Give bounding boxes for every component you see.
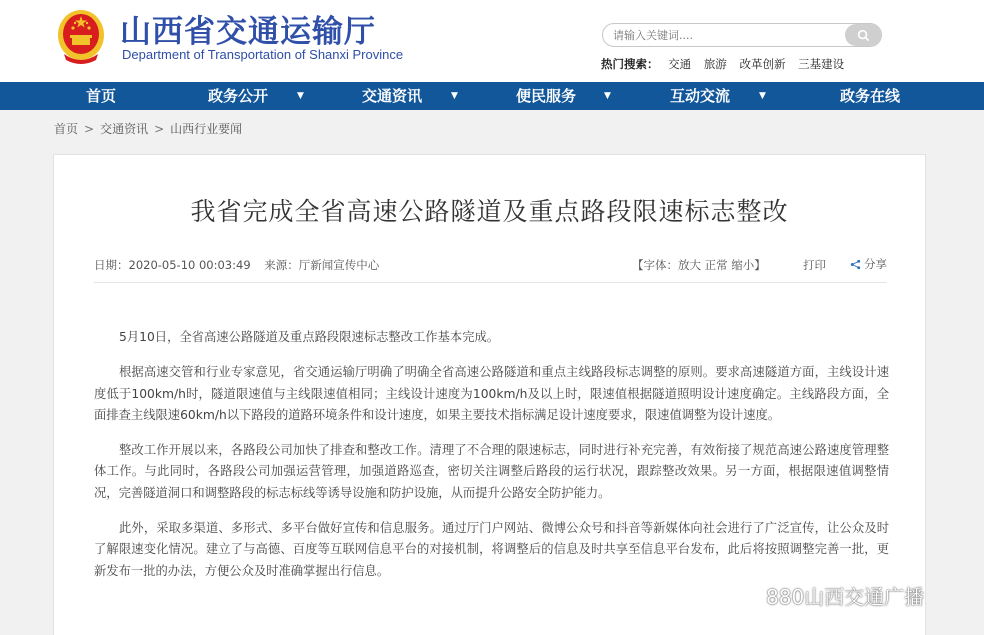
font-size-control[interactable]: 【字体：放大 正常 缩小】 (632, 258, 766, 272)
share-button[interactable] (850, 256, 887, 272)
nav-item-services[interactable]: 便民服务 (516, 87, 577, 105)
breadcrumb (54, 120, 242, 137)
nav-item-home[interactable]: 首页 (86, 87, 117, 105)
wechat-icon (730, 585, 760, 607)
hot-link-reform[interactable]: 改革创新 (739, 57, 786, 71)
breadcrumb-separator: > (154, 122, 165, 136)
article-body (94, 327, 889, 596)
main-nav (0, 82, 984, 110)
site-subtitle: Department of Transportation of Shanxi Province (122, 47, 404, 62)
site-title: 山西省交通运输厅 (120, 14, 376, 50)
wechat-watermark (730, 581, 924, 610)
search-input[interactable] (613, 27, 833, 43)
nav-item-gov-affairs[interactable]: 政务公开 (208, 87, 269, 105)
breadcrumb-home[interactable]: 首页 (54, 122, 79, 136)
share-label: 分享 (864, 257, 887, 271)
print-button[interactable]: 打印 (803, 258, 826, 272)
article-title: 我省完成全省高速公路隧道及重点路段限速标志整改 (190, 197, 789, 226)
article-paragraph: 根据高速交管和行业专家意见，省交通运输厅明确了明确全省高速公路隧道和重点主线路段标志调整的原则。要求高速隧道方面，主线设计速度低于100km/h时，隧道限速值与主线限速值相同；主线设计速度为100km/h及以上时，限速值根据隧道照明设计速度确定。主线路段方面，全面排查主线限速60km/h以下路段的道路环境条件和设计速度，如果主要技术指标满足设计速度要求，限速值调整为设计速度。 (94, 365, 889, 422)
article-source: 来源：厅新闻宣传中心 (264, 258, 380, 272)
nav-item-traffic-news[interactable]: 交通资讯 (362, 87, 423, 105)
watermark-text: 880山西交通广播 (766, 585, 925, 609)
breadcrumb-separator: > (84, 122, 95, 136)
search-icon (857, 29, 870, 42)
share-icon (850, 259, 861, 270)
chevron-down-icon[interactable]: ▼ (451, 91, 458, 101)
meta-divider (94, 282, 887, 283)
search-button[interactable] (845, 24, 881, 46)
nav-item-interaction[interactable]: 互动交流 (670, 87, 731, 105)
nav-item-online-gov[interactable]: 政务在线 (840, 87, 901, 105)
hot-link-tourism[interactable]: 旅游 (703, 57, 727, 71)
article-paragraph: 5月10日，全省高速公路隧道及重点路段限速标志整改工作基本完成。 (119, 330, 500, 344)
chevron-down-icon[interactable]: ▼ (297, 91, 304, 101)
chevron-down-icon[interactable]: ▼ (759, 91, 766, 101)
hot-search (601, 56, 853, 72)
hot-search-label: 热门搜索： (601, 57, 659, 71)
search-box (602, 23, 882, 47)
national-emblem-icon (56, 8, 106, 66)
hot-link-traffic[interactable]: 交通 (668, 57, 692, 71)
breadcrumb-shanxi-news[interactable]: 山西行业要闻 (170, 122, 243, 136)
hot-link-sanji[interactable]: 三基建设 (798, 57, 845, 71)
article-paragraph: 此外，采取多渠道、多形式、多平台做好宣传和信息服务。通过厅门户网站、微博公众号和抖音等新媒体向社会进行了广泛宣传，让公众及时了解限速变化情况。建立了与高德、百度等互联网信息平台的对接机制，将调整后的信息及时共享至信息平台发布，此后将按照调整完善一批，更新发布一批的办法，方便公众及时准确掌握出行信息。 (94, 521, 889, 578)
article-meta (94, 257, 389, 273)
article-date: 日期：2020-05-10 00:03:49 (94, 258, 251, 272)
site-header (0, 0, 984, 82)
article-paragraph: 整改工作开展以来，各路段公司加快了排查和整改工作。清理了不合理的限速标志，同时进行补充完善，有效衔接了规范高速公路速度管理整体工作。与此同时，各路段公司加强运营管理，加强道路巡查，密切关注调整后路段的运行状况，跟踪整改效果。另一方面，根据限速值调整情况，完善隧道洞口和调整路段的标志标线等诱导设施和防护设施，从而提升公路安全防护能力。 (94, 443, 889, 500)
chevron-down-icon[interactable]: ▼ (604, 91, 611, 101)
breadcrumb-traffic-news[interactable]: 交通资讯 (100, 122, 149, 136)
article-panel (53, 154, 926, 635)
